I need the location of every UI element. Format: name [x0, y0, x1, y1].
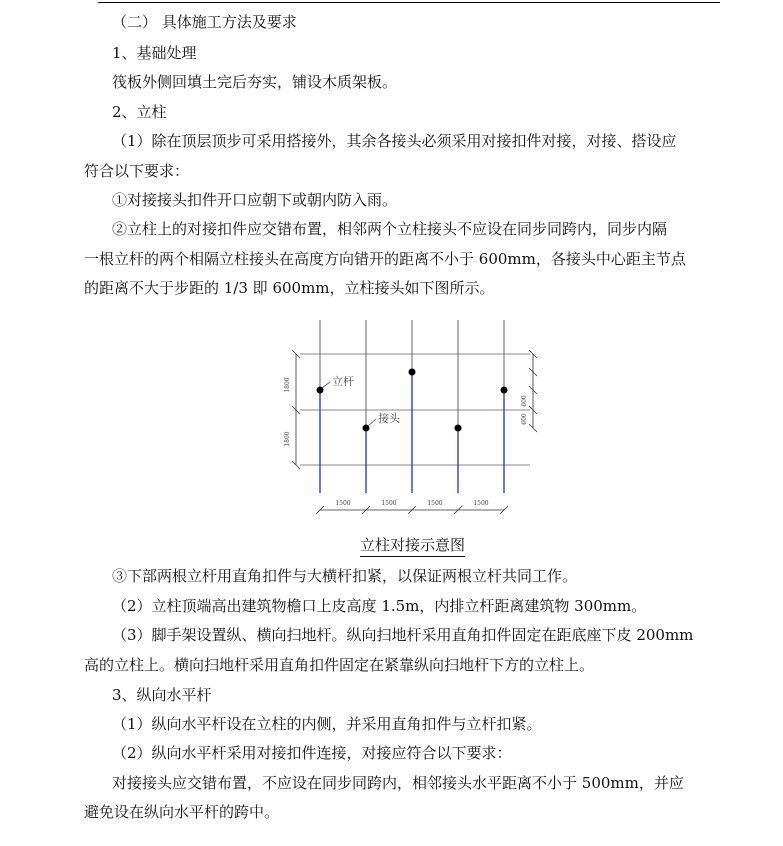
subheading-foundation: 1、基础处理	[112, 44, 197, 62]
dim-right-2: 600	[521, 413, 528, 425]
paragraph: （1）除在顶层顶步可采用搭接外，其余各接头必须采用对接扣件对接，对接、搭设应	[112, 132, 677, 150]
joint-dot	[455, 425, 462, 432]
joint-dot	[409, 369, 416, 376]
paragraph: 筏板外侧回填土完后夯实，铺设木质架板。	[112, 73, 398, 91]
paragraph: （2）纵向水平杆采用对接扣件连接，对接应符合以下要求：	[112, 744, 512, 762]
dim-bottom-1: 1500	[335, 500, 351, 507]
top-rule	[98, 2, 720, 3]
subheading-pole: 2、立柱	[112, 103, 167, 121]
paragraph: 符合以下要求：	[84, 162, 190, 180]
label-pole: 立杆	[332, 375, 354, 388]
pole-joint-diagram	[270, 315, 550, 520]
dim-left-1: 1800	[284, 377, 291, 393]
section-heading: （二） 具体施工方法及要求	[112, 13, 297, 31]
paragraph: ②立柱上的对接扣件应交错布置，相邻两个立柱接头不应设在同步同跨内，同步内隔	[112, 220, 668, 238]
paragraph: 的距离不大于步距的 1/3 即 600mm，立柱接头如下图所示。	[84, 279, 495, 297]
label-joint: 接头	[378, 412, 400, 425]
paragraph: （3）脚手架设置纵、横向扫地杆。纵向扫地杆采用直角扣件固定在距底座下皮 200mm	[112, 626, 694, 644]
dim-left-2: 1800	[284, 431, 291, 447]
dim-bottom-2: 1500	[381, 500, 397, 507]
paragraph: （2）立柱顶端高出建筑物檐口上皮高度 1.5m，内排立杆距离建筑物 300mm。	[112, 597, 647, 615]
dim-bottom-3: 1500	[427, 500, 443, 507]
paragraph: 对接接头应交错布置，不应设在同步同跨内，相邻接头水平距离不小于 500mm，并应	[112, 774, 684, 792]
subheading-longitudinal: 3、纵向水平杆	[112, 686, 212, 704]
paragraph: 高的立柱上。横向扫地杆采用直角扣件固定在紧靠纵向扫地杆下方的立柱上。	[84, 656, 595, 674]
dim-right-1: 600	[521, 395, 528, 407]
figure-caption: 立柱对接示意图	[360, 535, 465, 557]
joint-dot	[501, 387, 508, 394]
paragraph: ③下部两根立杆用直角扣件与大横杆扣紧，以保证两根立杆共同工作。	[112, 567, 578, 585]
paragraph: （1）纵向水平杆设在立柱的内侧，并采用直角扣件与立杆扣紧。	[112, 715, 542, 733]
dim-bottom-4: 1500	[473, 500, 489, 507]
paragraph: 避免设在纵向水平杆的跨中。	[84, 803, 280, 821]
paragraph: ①对接接头扣件开口应朝下或朝内防入雨。	[112, 191, 398, 209]
paragraph: 一根立杆的两个相隔立柱接头在高度方向错开的距离不小于 600mm，各接头中心距主节点	[84, 250, 686, 268]
